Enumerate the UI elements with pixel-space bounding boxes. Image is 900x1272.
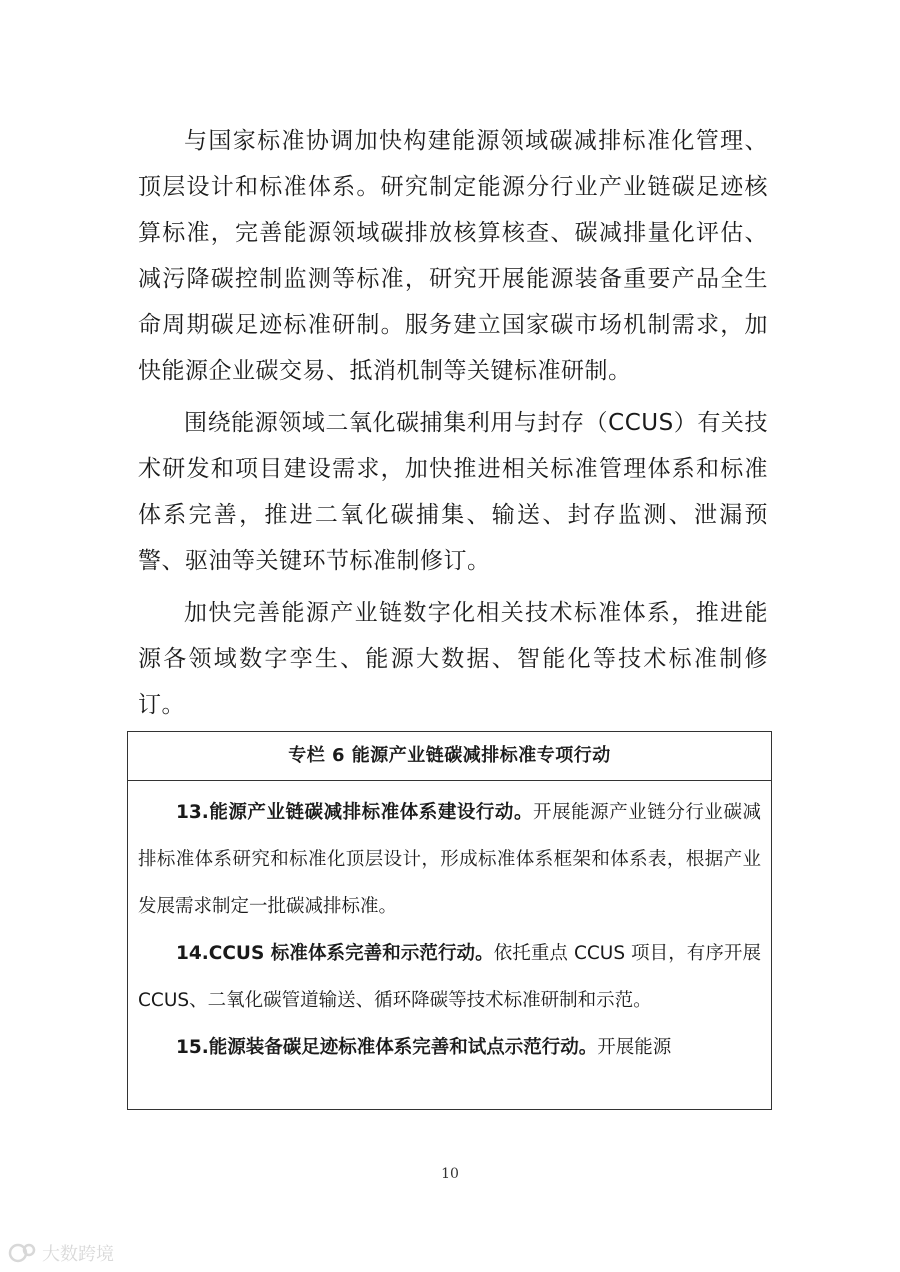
paragraph: 加快完善能源产业链数字化相关技术标准体系，推进能源各领域数字孪生、能源大数据、智能化等技术标准制修订。 [138,600,768,718]
box-item-heading: 13.能源产业链碳减排标准体系建设行动。 [176,802,534,823]
box-item-text: 开展能源 [597,1037,672,1058]
paragraph: 与国家标准协调加快构建能源领域碳减排标准化管理、顶层设计和标准体系。研究制定能源分行业产业链碳足迹核算标准，完善能源领域碳排放核算核查、碳减排量化评估、减污降碳控制监测等标准，研究开展能源装备重要产品全生命周期碳足迹标准研制。服务建立国家碳市场机制需求，加快能源企业碳交易、抵消机制等关键标准研制。 [138,128,768,384]
box-item-heading: 15.能源装备碳足迹标准体系完善和试点示范行动。 [176,1037,598,1058]
watermark-text: 大数跨境 [42,1244,114,1265]
box-body [128,781,771,1071]
box-item [138,930,761,1024]
body-text [138,118,768,734]
watermark [8,1240,114,1266]
watermark-logo-icon [8,1242,38,1264]
page-number: 10 [441,1166,459,1182]
box-item-text: 开展能源产业链分行业碳减排标准体系研究和标准化顶层设计，形成标准体系框架和体系表，根据产业发展需求制定一批碳减排标准。 [138,802,761,917]
box-item-heading: 14.CCUS 标准体系完善和示范行动。 [176,943,494,964]
box-item [138,789,761,930]
paragraph: 围绕能源领域二氧化碳捕集利用与封存（CCUS）有关技术研发和项目建设需求，加快推进相关标准管理体系和标准体系完善，推进二氧化碳捕集、输送、封存监测、泄漏预警、驱油等关键环节标准制修订。 [138,410,768,574]
box-item [138,1024,761,1071]
box-item-text: 依托重点 CCUS 项目，有序开展 CCUS、二氧化碳管道输送、循环降碳等技术标准研制和示范。 [138,943,761,1011]
special-column-box [127,731,772,1110]
box-title: 专栏 6 能源产业链碳减排标准专项行动 [128,732,771,781]
